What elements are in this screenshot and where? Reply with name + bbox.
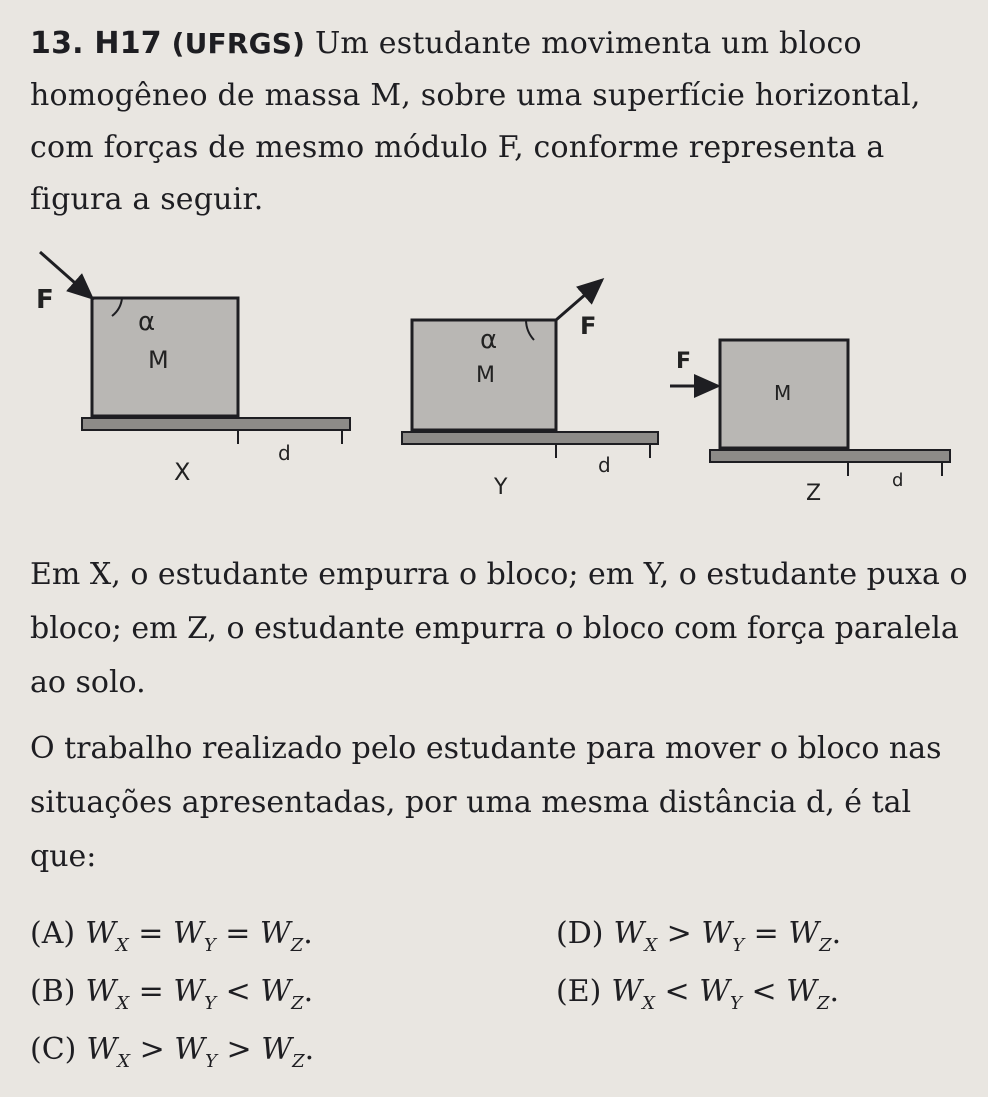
option-letter: (A) [30, 916, 76, 951]
question-number: 13. H17 [30, 26, 162, 61]
work-symbol: $W_X$ [86, 1032, 131, 1072]
force-label-y: F [580, 312, 597, 340]
panel-label-x: X [174, 458, 191, 486]
work-symbol: $W_X$ [611, 974, 655, 1014]
panel-x [36, 252, 350, 486]
work-subscript: Y [730, 993, 742, 1014]
relation-operator: < [741, 974, 787, 1009]
distance-label-y: d [598, 453, 611, 477]
work-subscript: X [644, 935, 658, 956]
question-source: (UFRGS) [171, 27, 306, 60]
work-subscript: Y [732, 935, 745, 956]
angle-label-y: α [480, 325, 498, 355]
relation-operator: > [217, 1032, 262, 1067]
situation-description: Em X, o estudante empurra o bloco; em Y, o estudante puxa o bloco; em Z, o estudante empurra o bloco com força paralela ao solo. [30, 557, 968, 700]
work-symbol: $W_Y$ [172, 916, 216, 956]
work-symbol: $W_Z$ [786, 974, 830, 1014]
panel-label-z: Z [806, 481, 822, 506]
question-statement [30, 18, 970, 226]
statement-line-2: homogêneo de massa M, sobre uma superfície horizontal, [30, 78, 921, 113]
option-letter: (E) [556, 974, 602, 1009]
work-subscript: Z [819, 935, 832, 956]
work-symbol: $W_X$ [85, 916, 129, 956]
surface-x [82, 418, 350, 430]
option-letter: (B) [30, 974, 76, 1009]
relation-operator: > [657, 916, 702, 951]
work-symbol: $W_Y$ [173, 974, 217, 1014]
work-symbol: $W_X$ [613, 916, 658, 956]
option-letter: (C) [30, 1032, 77, 1067]
work-symbol: $W_Z$ [260, 974, 304, 1014]
work-subscript: X [117, 1051, 131, 1072]
work-subscript: X [642, 993, 655, 1014]
panel-y [402, 280, 658, 500]
panel-label-y: Y [494, 475, 508, 500]
mass-label-y: M [476, 363, 495, 388]
option-expression: $W_X > W_Y = W_Z$. [613, 916, 842, 956]
work-symbol: $W_Z$ [259, 916, 304, 956]
option-c[interactable] [30, 1030, 314, 1082]
option-expression: $W_X > W_Y > W_Z$. [86, 1032, 315, 1072]
work-subscript: Z [291, 993, 304, 1014]
work-subscript: X [115, 935, 129, 956]
work-subscript: Z [292, 1051, 305, 1072]
relation-operator: = [128, 916, 173, 951]
angle-label-x: α [138, 307, 156, 337]
work-subscript: Y [203, 935, 216, 956]
work-subscript: Y [205, 1051, 217, 1072]
option-expression: $W_X < W_Y < W_Z$. [611, 974, 840, 1014]
relation-operator: = [215, 916, 260, 951]
panel-z [670, 340, 950, 506]
work-subscript: Y [204, 993, 217, 1014]
relation-operator: > [130, 1032, 175, 1067]
force-label-x: F [36, 285, 54, 315]
work-symbol: $W_Z$ [261, 1032, 305, 1072]
option-a[interactable] [30, 914, 313, 966]
question-prompt: O trabalho realizado pelo estudante para mover o bloco nas situações apresentadas, por uma mesma distância d, é tal que: [30, 731, 942, 874]
distance-label-x: d [278, 441, 291, 465]
work-subscript: X [116, 993, 130, 1014]
work-symbol: $W_Z$ [788, 916, 832, 956]
force-label-z: F [676, 349, 692, 374]
work-symbol: $W_Y$ [701, 916, 745, 956]
force-diagram-figure [0, 250, 988, 510]
statement-line-3: com forças de mesmo módulo F, conforme representa a [30, 130, 885, 165]
work-symbol: $W_X$ [85, 974, 130, 1014]
surface-y [402, 432, 658, 444]
statement-line-1: Um estudante movimenta um bloco [314, 26, 862, 61]
option-e[interactable] [556, 972, 839, 1024]
surface-z [710, 450, 950, 462]
mass-label-x: M [148, 346, 169, 374]
work-subscript: Z [817, 993, 830, 1014]
work-symbol: $W_Y$ [174, 1032, 217, 1072]
relation-operator: = [744, 916, 789, 951]
option-d[interactable] [556, 914, 841, 966]
work-symbol: $W_Y$ [699, 974, 742, 1014]
option-letter: (D) [556, 916, 604, 951]
relation-operator: = [129, 974, 174, 1009]
option-expression: $W_X = W_Y < W_Z$. [85, 974, 314, 1014]
distance-label-z: d [892, 470, 904, 491]
option-expression: $W_X = W_Y = W_Z$. [85, 916, 313, 956]
relation-operator: < [216, 974, 261, 1009]
option-b[interactable] [30, 972, 313, 1024]
mass-label-z: M [774, 381, 792, 405]
work-subscript: Z [290, 935, 304, 956]
relation-operator: < [654, 974, 700, 1009]
statement-line-4: figura a seguir. [30, 182, 264, 217]
